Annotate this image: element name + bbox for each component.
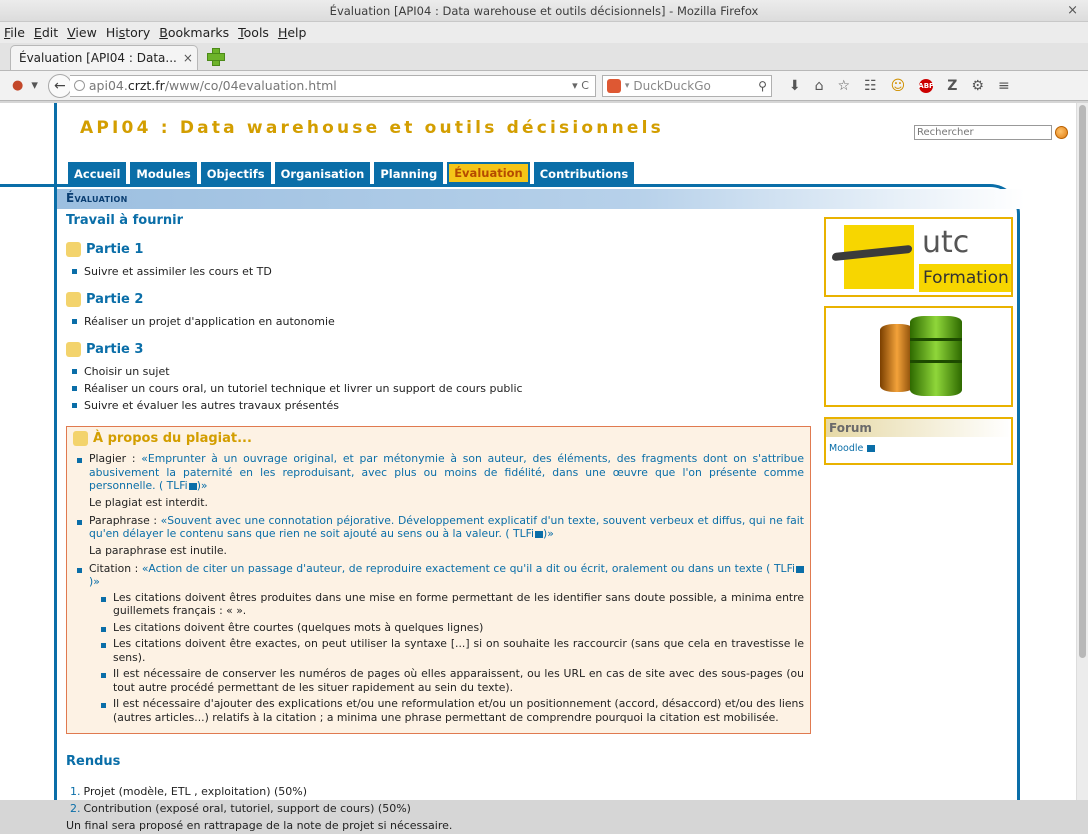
definition-paraphrase: Paraphrase : «Souvent avec une connotation péjorative. Développement explicatif d'un texte, souvent verbeux et diffus, qui ne fait qu'en délayer le contenu sans que rien ne soit ajouté au sens ou à la valeur. ( TLFi )» xyxy=(77,514,804,541)
page-heading: Travail à fournir xyxy=(66,213,183,228)
citation-rule: Il est nécessaire d'ajouter des explications et/ou une reformulation et/ou un positionnement (accord, désaccord) et/ou des liens (autres articles...) relatifs à la citation ; a minima une phrase permettant de comprendre pourquoi la citation est mobilisée. xyxy=(101,697,804,724)
part-title: Partie 2 xyxy=(86,292,144,307)
main-content xyxy=(66,213,811,834)
rendus-list xyxy=(70,783,811,817)
menu-tools[interactable]: Tools xyxy=(238,25,269,40)
menu-history[interactable]: History xyxy=(105,25,151,40)
firefox-menu-icon[interactable]: ● xyxy=(12,78,24,93)
back-arrow-icon: ← xyxy=(54,77,66,94)
rendus-heading: Rendus xyxy=(66,754,121,769)
section-header xyxy=(57,189,1025,209)
page-viewport xyxy=(0,103,1088,832)
note: Le plagiat est interdit. xyxy=(89,495,208,509)
menu-edit[interactable]: Edit xyxy=(33,25,59,40)
forum-box xyxy=(824,417,1013,465)
browser-tab-label: Évaluation [API04 : Data... xyxy=(19,51,177,65)
tab-contributions[interactable]: Contributions xyxy=(534,162,634,184)
plagiarism-box xyxy=(66,426,811,734)
cylinder-band xyxy=(910,360,962,363)
utc-formation-logo[interactable] xyxy=(824,217,1013,297)
history-dropdown-icon[interactable]: ▾ xyxy=(31,78,38,93)
part-2 xyxy=(66,292,811,330)
bookmark-star-icon[interactable]: ☆ xyxy=(837,77,851,94)
reload-icon[interactable]: ▾ C xyxy=(572,79,589,92)
logo-utc-text: utc xyxy=(922,225,970,260)
tab-strip xyxy=(0,43,1088,71)
frame-line xyxy=(1017,233,1020,800)
menubar xyxy=(0,22,1088,43)
external-link-icon[interactable] xyxy=(867,445,875,452)
tab-planning[interactable]: Planning xyxy=(374,162,443,184)
tab-objectifs[interactable]: Objectifs xyxy=(201,162,271,184)
globe-icon xyxy=(74,80,85,91)
menu-help[interactable]: Help xyxy=(277,25,307,40)
site-search-input[interactable] xyxy=(914,125,1052,140)
hamburger-menu-icon[interactable]: ≡ xyxy=(997,77,1010,94)
scrollbar-thumb[interactable] xyxy=(1079,105,1086,658)
section-square-icon xyxy=(73,431,88,446)
tab-accueil[interactable]: Accueil xyxy=(68,162,126,184)
list-item: Choisir un sujet xyxy=(72,363,811,380)
note: La paraphrase est inutile. xyxy=(89,543,227,557)
plagiarism-title: À propos du plagiat... xyxy=(93,431,252,446)
external-link-icon[interactable] xyxy=(796,566,804,573)
section-square-icon xyxy=(66,292,81,307)
zotero-icon[interactable]: Z xyxy=(947,77,958,94)
citation-rule: Il est nécessaire de conserver les numéros de pages où elles apparaissent, ou les URL en cas de site avec des sous-pages (ou tout autre procédé permettant de les situer rapidement au sein du texte). xyxy=(101,667,804,694)
duckduckgo-icon[interactable] xyxy=(607,79,621,93)
window-titlebar xyxy=(0,0,1088,22)
part-title: Partie 1 xyxy=(86,242,144,257)
part-title: Partie 3 xyxy=(86,342,144,357)
url-text: api04.crzt.fr/www/co/04evaluation.html xyxy=(88,78,337,93)
definition-citation: Citation : «Action de citer un passage d'auteur, de reproduire exactement ce qu'il a dit ou écrit, oralement ou dans un texte ( TLFi)» Les citations doivent êtres produites dans une mise en forme permettant de les identifier sans doute possible, a minima entre guillemets français : « ». Les citations doivent être courtes (quelques mots à quelques lignes) Les citations doivent être exactes, on peut utiliser la syntaxe [...] si on souhaite les raccourcir (sans que cela en travestisse le sens). Il est nécessaire de conserver les numéros de pages où elles apparaissent, ou les URL en cas de site avec des sous-pages (ou tout autre procédé permettant de les situer rapidement au sein du texte). Il est nécessaire d'ajouter des explications et/ou une reformulation et/ou un positionnement (accord, désaccord) et/ou des liens (autres articles...) relatifs à la citation ; a minima une phrase permettant de comprendre pourquoi la citation est mobilisée. xyxy=(77,562,804,725)
database-illustration xyxy=(824,306,1013,407)
cylinder-band xyxy=(910,338,962,341)
menu-bookmarks[interactable]: Bookmarks xyxy=(159,25,230,40)
window-close-icon[interactable]: × xyxy=(1067,3,1078,18)
forum-title: Forum xyxy=(826,419,1011,437)
section-title: Évaluation xyxy=(66,191,128,205)
final-note: Un final sera proposé en rattrapage de la note de projet si nécessaire. xyxy=(66,819,453,832)
search-icon[interactable]: ⚲ xyxy=(758,78,767,93)
tab-modules[interactable]: Modules xyxy=(130,162,196,184)
site-search xyxy=(914,125,1068,140)
back-button[interactable] xyxy=(48,74,72,98)
tab-organisation[interactable]: Organisation xyxy=(275,162,371,184)
adblock-icon[interactable]: ABP xyxy=(919,79,933,93)
list-item: Réaliser un cours oral, un tutoriel technique et livrer un support de cours public xyxy=(72,380,811,397)
extension-icon[interactable]: ⚙ xyxy=(971,77,984,94)
navigation-toolbar xyxy=(0,71,1088,101)
emoji-addon-icon[interactable]: ☺ xyxy=(890,77,906,94)
menu-file[interactable]: File xyxy=(4,25,25,40)
search-placeholder: DuckDuckGo xyxy=(633,78,711,93)
home-icon[interactable]: ⌂ xyxy=(814,77,824,94)
toolbar-icons xyxy=(782,78,1017,94)
list-item: Réaliser un projet d'application en autonomie xyxy=(72,313,811,330)
reader-list-icon[interactable]: ☷ xyxy=(864,77,877,94)
citation-rule: Les citations doivent êtres produites dans une mise en forme permettant de les identifier sans doute possible, a minima entre guillemets français : « ». xyxy=(101,591,804,618)
citation-rule: Les citations doivent être exactes, on peut utiliser la syntaxe [...] si on souhaite les raccourcir (sans que cela en travestisse le sens). xyxy=(101,637,804,664)
forum-link[interactable]: Moodle xyxy=(826,437,1011,454)
site-nav-tabs xyxy=(68,162,638,184)
search-bar[interactable] xyxy=(602,75,772,97)
url-bar[interactable] xyxy=(70,75,596,97)
list-item: 2. Contribution (exposé oral, tutoriel, support de cours) (50%) xyxy=(70,802,411,815)
database-cylinder-green xyxy=(910,316,962,396)
site-title: API04 : Data warehouse et outils décisionnels xyxy=(80,118,664,138)
tab-evaluation[interactable]: Évaluation xyxy=(447,162,530,184)
download-icon[interactable]: ⬇ xyxy=(788,77,801,94)
sidebar xyxy=(824,217,1013,465)
part-3 xyxy=(66,342,811,414)
list-item: Suivre et assimiler les cours et TD xyxy=(72,263,811,280)
external-link-icon[interactable] xyxy=(189,483,197,490)
logo-formation-text: Formation xyxy=(919,264,1011,292)
tab-close-icon[interactable]: × xyxy=(182,51,193,65)
vertical-scrollbar[interactable] xyxy=(1076,103,1088,800)
list-item: 1. Projet (modèle, ETL , exploitation) (50%) xyxy=(70,785,308,798)
search-engine-dropdown-icon[interactable]: ▾ xyxy=(624,80,630,91)
section-square-icon xyxy=(66,242,81,257)
database-cylinder-orange xyxy=(880,324,914,392)
citation-rule: Les citations doivent être courtes (quelques mots à quelques lignes) xyxy=(101,621,804,635)
list-item: Suivre et évaluer les autres travaux présentés xyxy=(72,397,811,414)
external-link-icon[interactable] xyxy=(535,531,543,538)
browser-tab[interactable] xyxy=(10,45,198,70)
search-go-icon[interactable] xyxy=(1055,126,1068,139)
window-title: Évaluation [API04 : Data warehouse et outils décisionnels] - Mozilla Firefox xyxy=(329,4,759,18)
definition-plagier: Plagier : «Emprunter à un ouvrage original, et par métonymie à son auteur, des éléments, des fragments dont on s'attribue abusivement la paternité en les reproduisant, avec plus ou moins de fidélité, dans une œuvre que l'on présente comme personnelle. ( TLFi )» xyxy=(77,452,804,493)
section-square-icon xyxy=(66,342,81,357)
part-1 xyxy=(66,242,811,280)
new-tab-icon[interactable] xyxy=(206,47,224,65)
menu-view[interactable]: View xyxy=(67,25,97,40)
